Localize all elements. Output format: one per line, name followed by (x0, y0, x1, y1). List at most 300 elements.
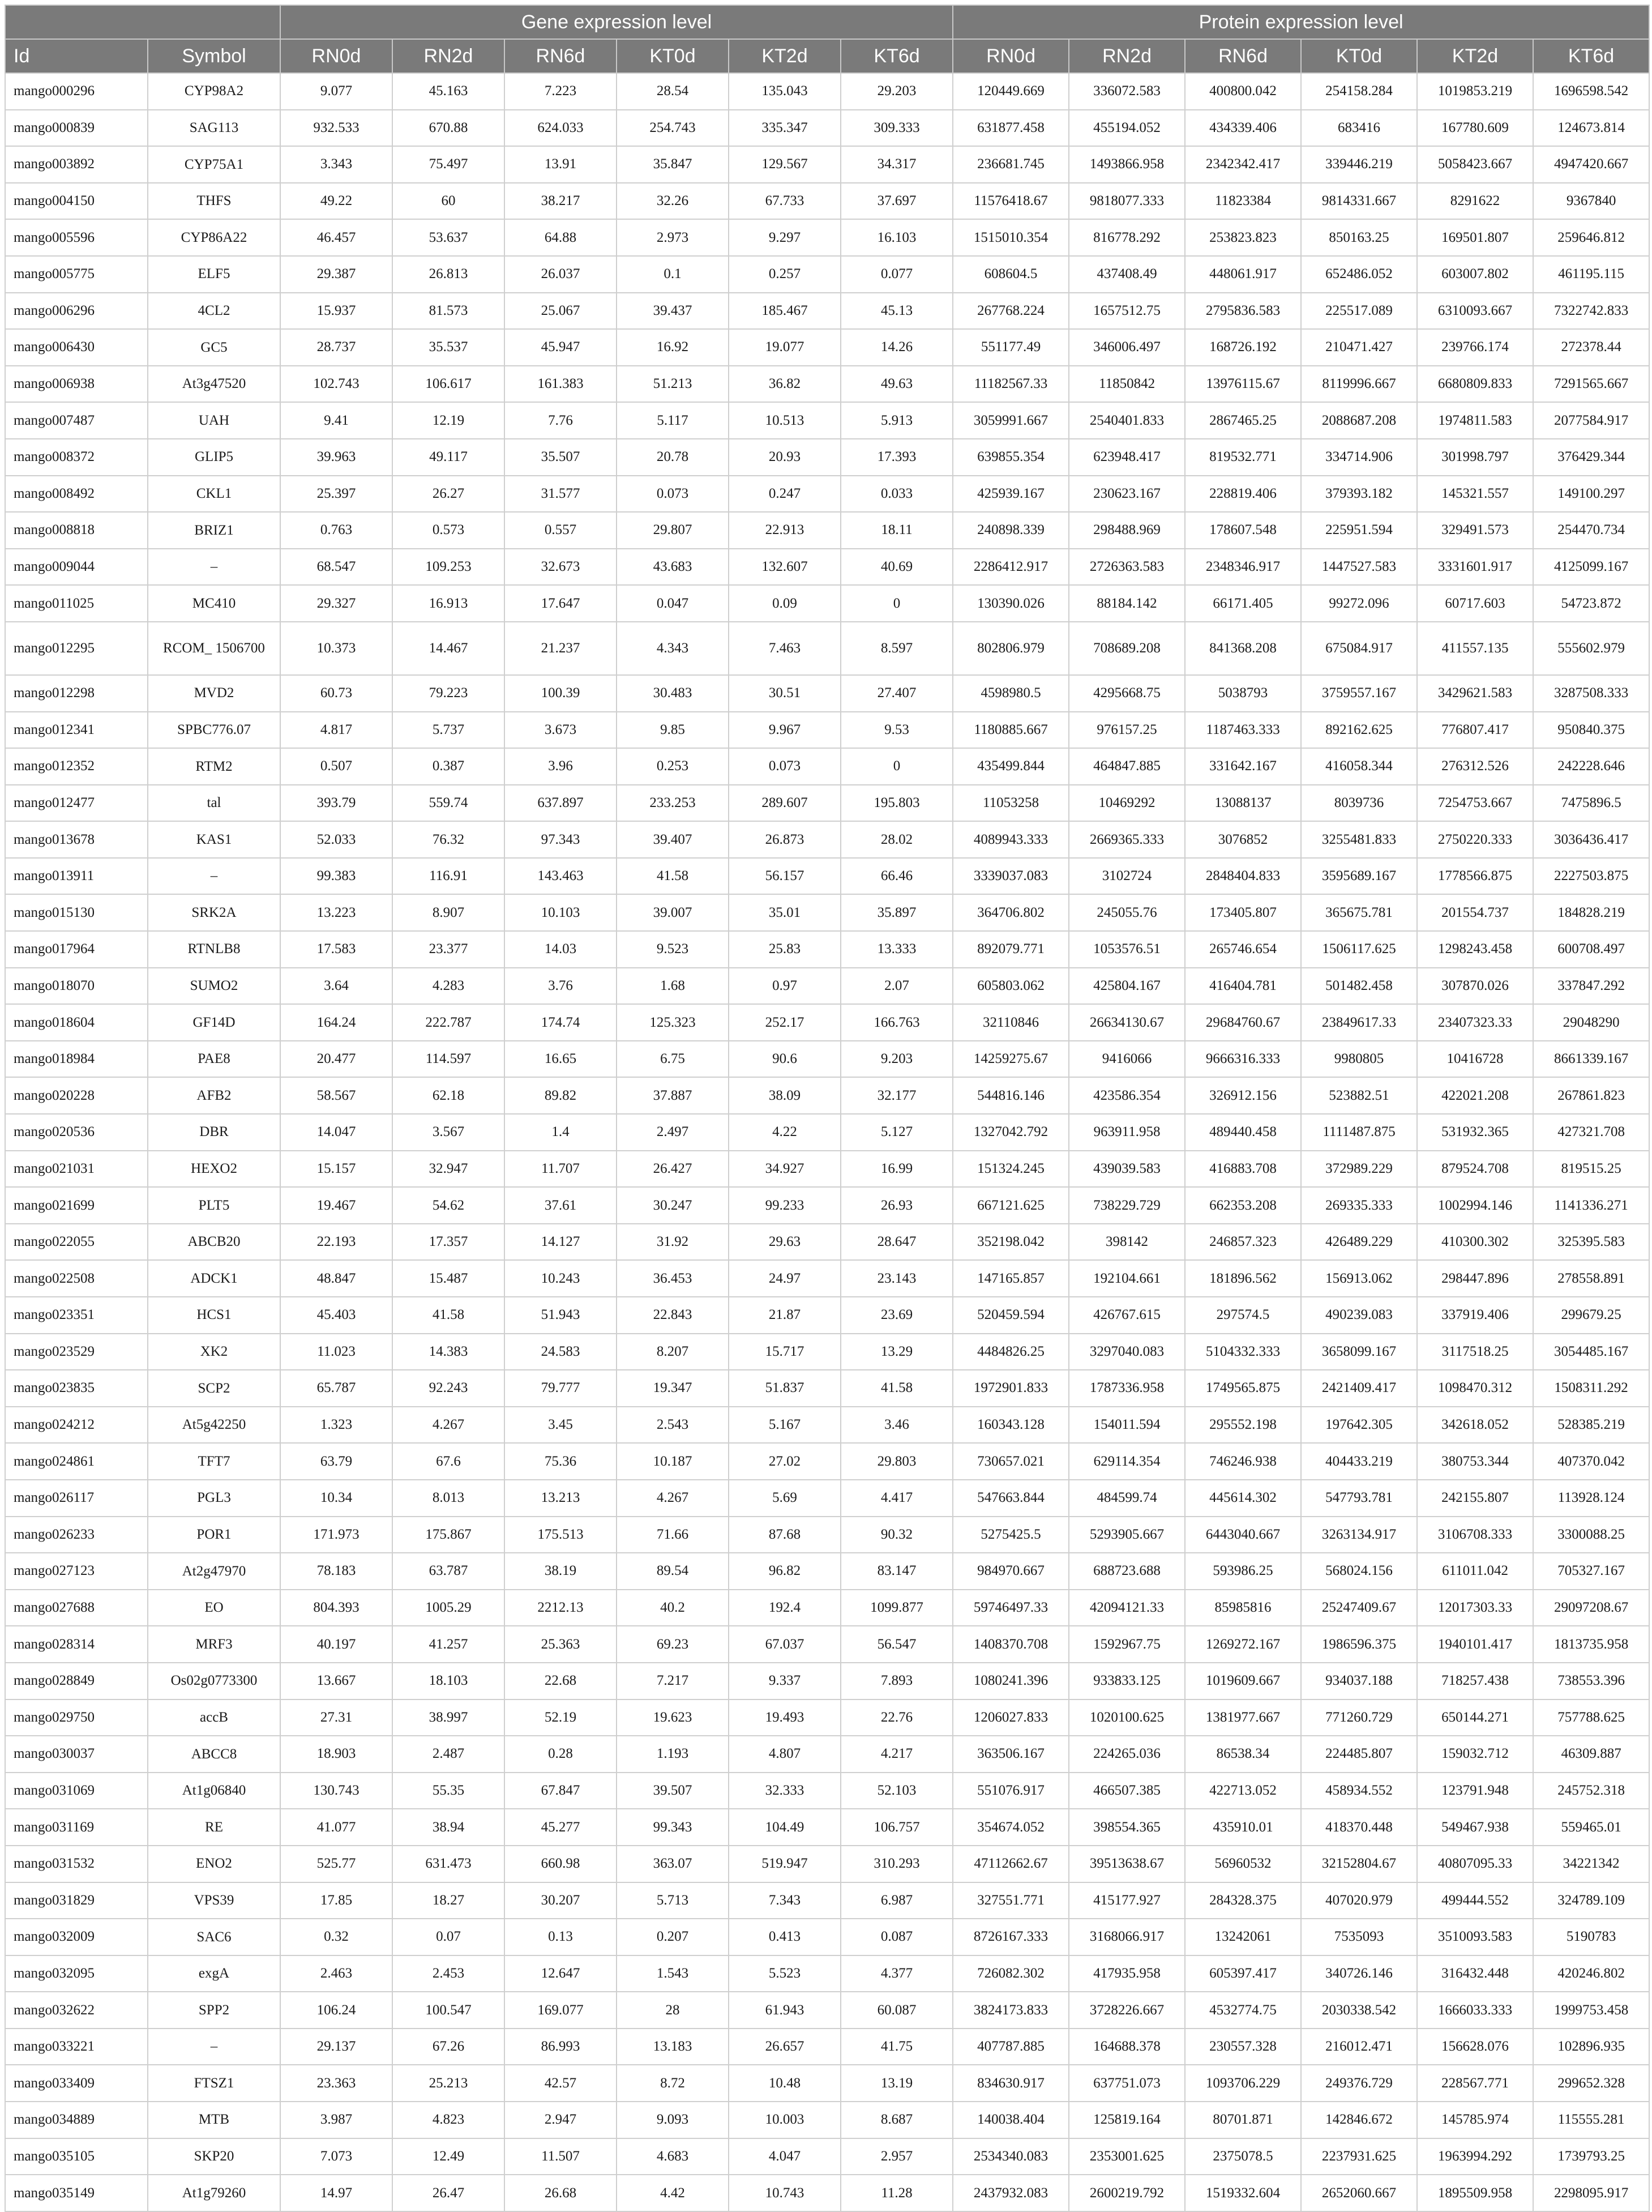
cell-gene-value: 29.807 (617, 512, 729, 549)
cell-gene-value: 17.85 (280, 1882, 392, 1919)
cell-protein-value: 466507.385 (1069, 1773, 1185, 1809)
cell-protein-value: 242228.646 (1533, 748, 1649, 785)
cell-gene-value: 192.4 (729, 1590, 841, 1626)
table-row (5, 329, 1649, 366)
cell-protein-value: 3429621.583 (1417, 675, 1533, 712)
cell-gene-value: 23.363 (280, 2065, 392, 2102)
cell-protein-value: 819532.771 (1185, 439, 1301, 476)
table-row (5, 1882, 1649, 1919)
cell-protein-value: 1696598.542 (1533, 73, 1649, 110)
cell-protein-value: 224485.807 (1301, 1736, 1417, 1773)
cell-gene-value: 7.76 (504, 402, 617, 439)
cell-gene-value: 16.92 (617, 329, 729, 366)
cell-symbol: CYP98A2 (148, 73, 280, 110)
cell-protein-value: 1787336.958 (1069, 1370, 1185, 1407)
cell-protein-value: 11576418.67 (953, 183, 1069, 220)
cell-protein-value: 1206027.833 (953, 1699, 1069, 1736)
cell-protein-value: 151324.245 (953, 1151, 1069, 1188)
cell-gene-value: 90.32 (841, 1517, 953, 1553)
cell-protein-value: 652486.052 (1301, 256, 1417, 293)
cell-gene-value: 8.72 (617, 2065, 729, 2102)
cell-gene-value: 51.213 (617, 366, 729, 403)
cell-gene-value: 14.467 (392, 622, 504, 675)
cell-id: mango012352 (5, 748, 148, 785)
cell-gene-value: 39.963 (280, 439, 392, 476)
cell-protein-value: 299679.25 (1533, 1297, 1649, 1334)
cell-protein-value: 1506117.625 (1301, 931, 1417, 968)
cell-protein-value: 688723.688 (1069, 1553, 1185, 1590)
cell-gene-value: 660.98 (504, 1846, 617, 1882)
cell-gene-value: 29.387 (280, 256, 392, 293)
cell-gene-value: 19.347 (617, 1370, 729, 1407)
cell-gene-value: 4.047 (729, 2138, 841, 2175)
cell-gene-value: 11.28 (841, 2175, 953, 2211)
cell-symbol: At3g47520 (148, 366, 280, 403)
cell-protein-value: 14259275.67 (953, 1041, 1069, 1078)
cell-protein-value: 60717.603 (1417, 585, 1533, 622)
cell-symbol: GLIP5 (148, 439, 280, 476)
cell-gene-value: 9.297 (729, 219, 841, 256)
cell-protein-value: 667121.625 (953, 1187, 1069, 1224)
cell-protein-value: 4125099.167 (1533, 549, 1649, 586)
column-header-id: Id (5, 39, 148, 73)
cell-protein-value: 2348346.917 (1185, 549, 1301, 586)
cell-protein-value: 225517.089 (1301, 293, 1417, 330)
table-row (5, 1517, 1649, 1553)
cell-protein-value: 9818077.333 (1069, 183, 1185, 220)
cell-gene-value: 169.077 (504, 1992, 617, 2029)
cell-id: mango018070 (5, 968, 148, 1005)
cell-protein-value: 242155.807 (1417, 1480, 1533, 1517)
column-header-kt0d: KT0d (617, 39, 729, 73)
cell-protein-value: 156913.062 (1301, 1260, 1417, 1297)
cell-gene-value: 24.97 (729, 1260, 841, 1297)
cell-gene-value: 38.997 (392, 1699, 504, 1736)
cell-gene-value: 7.073 (280, 2138, 392, 2175)
cell-symbol: SKP20 (148, 2138, 280, 2175)
cell-gene-value: 51.837 (729, 1370, 841, 1407)
cell-protein-value: 708689.208 (1069, 622, 1185, 675)
cell-gene-value: 90.6 (729, 1041, 841, 1078)
cell-symbol: accB (148, 1699, 280, 1736)
cell-protein-value: 3510093.583 (1417, 1919, 1533, 1955)
cell-protein-value: 3168066.917 (1069, 1919, 1185, 1955)
cell-protein-value: 3759557.167 (1301, 675, 1417, 712)
cell-gene-value: 28 (617, 1992, 729, 2029)
cell-protein-value: 410300.302 (1417, 1224, 1533, 1261)
cell-gene-value: 143.463 (504, 858, 617, 895)
cell-symbol: RE (148, 1809, 280, 1846)
cell-gene-value: 289.607 (729, 785, 841, 822)
cell-id: mango000839 (5, 110, 148, 147)
cell-gene-value: 100.39 (504, 675, 617, 712)
cell-gene-value: 4.377 (841, 1955, 953, 1992)
cell-id: mango032095 (5, 1955, 148, 1992)
cell-id: mango013911 (5, 858, 148, 895)
cell-gene-value: 15.487 (392, 1260, 504, 1297)
cell-protein-value: 147165.857 (953, 1260, 1069, 1297)
cell-gene-value: 13.19 (841, 2065, 953, 2102)
column-header-kt2d: KT2d (729, 39, 841, 73)
cell-gene-value: 14.26 (841, 329, 953, 366)
cell-protein-value: 298447.896 (1417, 1260, 1533, 1297)
table-row (5, 1187, 1649, 1224)
cell-gene-value: 0.13 (504, 1919, 617, 1955)
cell-symbol: RTM2 (148, 748, 280, 785)
cell-protein-value: 4532774.75 (1185, 1992, 1301, 2029)
cell-protein-value: 130390.026 (953, 585, 1069, 622)
cell-gene-value: 5.713 (617, 1882, 729, 1919)
cell-protein-value: 555602.979 (1533, 622, 1649, 675)
cell-symbol: MVD2 (148, 675, 280, 712)
cell-id: mango017964 (5, 931, 148, 968)
cell-gene-value: 26.68 (504, 2175, 617, 2211)
cell-protein-value: 159032.712 (1417, 1736, 1533, 1773)
cell-gene-value: 26.27 (392, 476, 504, 513)
cell-gene-value: 89.82 (504, 1077, 617, 1114)
cell-protein-value: 295552.198 (1185, 1407, 1301, 1444)
cell-gene-value: 1.68 (617, 968, 729, 1005)
cell-gene-value: 233.253 (617, 785, 729, 822)
cell-symbol: UAH (148, 402, 280, 439)
table-row (5, 2175, 1649, 2211)
cell-gene-value: 4.343 (617, 622, 729, 675)
cell-protein-value: 88184.142 (1069, 585, 1185, 622)
cell-gene-value: 41.58 (617, 858, 729, 895)
cell-gene-value: 26.873 (729, 821, 841, 858)
cell-protein-value: 435910.01 (1185, 1809, 1301, 1846)
cell-id: mango008818 (5, 512, 148, 549)
cell-protein-value: 23407323.33 (1417, 1004, 1533, 1041)
cell-gene-value: 12.647 (504, 1955, 617, 1992)
cell-symbol: ENO2 (148, 1846, 280, 1882)
cell-gene-value: 60.087 (841, 1992, 953, 2029)
cell-gene-value: 41.58 (841, 1370, 953, 1407)
cell-protein-value: 352198.042 (953, 1224, 1069, 1261)
cell-protein-value: 531932.365 (1417, 1114, 1533, 1151)
cell-protein-value: 8119996.667 (1301, 366, 1417, 403)
table-row (5, 1480, 1649, 1517)
cell-id: mango033409 (5, 2065, 148, 2102)
cell-protein-value: 2848404.833 (1185, 858, 1301, 895)
cell-gene-value: 9.077 (280, 73, 392, 110)
cell-protein-value: 25247409.67 (1301, 1590, 1417, 1626)
cell-id: mango023529 (5, 1334, 148, 1370)
cell-protein-value: 639855.354 (953, 439, 1069, 476)
cell-gene-value: 519.947 (729, 1846, 841, 1882)
cell-protein-value: 337919.406 (1417, 1297, 1533, 1334)
cell-protein-value: 331642.167 (1185, 748, 1301, 785)
cell-gene-value: 109.253 (392, 549, 504, 586)
cell-protein-value: 102896.935 (1533, 2029, 1649, 2065)
cell-gene-value: 2.07 (841, 968, 953, 1005)
cell-gene-value: 19.077 (729, 329, 841, 366)
column-header-kt6d: KT6d (841, 39, 953, 73)
cell-symbol: AFB2 (148, 1077, 280, 1114)
cell-id: mango006938 (5, 366, 148, 403)
cell-gene-value: 27.31 (280, 1699, 392, 1736)
table-row (5, 931, 1649, 968)
cell-protein-value: 416058.344 (1301, 748, 1417, 785)
cell-protein-value: 124673.814 (1533, 110, 1649, 147)
cell-protein-value: 13976115.67 (1185, 366, 1301, 403)
cell-protein-value: 5293905.667 (1069, 1517, 1185, 1553)
cell-protein-value: 1778566.875 (1417, 858, 1533, 895)
cell-gene-value: 14.127 (504, 1224, 617, 1261)
cell-gene-value: 99.233 (729, 1187, 841, 1224)
cell-gene-value: 13.223 (280, 894, 392, 931)
cell-protein-value: 365675.781 (1301, 894, 1417, 931)
cell-protein-value: 3255481.833 (1301, 821, 1417, 858)
cell-protein-value: 746246.938 (1185, 1443, 1301, 1480)
cell-gene-value: 68.547 (280, 549, 392, 586)
cell-gene-value: 0.257 (729, 256, 841, 293)
cell-id: mango026233 (5, 1517, 148, 1553)
cell-protein-value: 738229.729 (1069, 1187, 1185, 1224)
cell-gene-value: 2.463 (280, 1955, 392, 1992)
cell-protein-value: 3287508.333 (1533, 675, 1649, 712)
cell-gene-value: 92.243 (392, 1370, 504, 1407)
cell-gene-value: 25.363 (504, 1626, 617, 1663)
cell-gene-value: 3.96 (504, 748, 617, 785)
cell-gene-value: 335.347 (729, 110, 841, 147)
cell-gene-value: 5.737 (392, 712, 504, 749)
cell-protein-value: 123791.948 (1417, 1773, 1533, 1809)
cell-gene-value: 363.07 (617, 1846, 729, 1882)
cell-protein-value: 5275425.5 (953, 1517, 1069, 1553)
cell-protein-value: 423586.354 (1069, 1077, 1185, 1114)
cell-gene-value: 0.97 (729, 968, 841, 1005)
cell-protein-value: 9367840 (1533, 183, 1649, 220)
cell-protein-value: 12017303.33 (1417, 1590, 1533, 1626)
cell-gene-value: 56.547 (841, 1626, 953, 1663)
cell-protein-value: 439039.583 (1069, 1151, 1185, 1188)
cell-protein-value: 42094121.33 (1069, 1590, 1185, 1626)
table-row (5, 183, 1649, 220)
cell-protein-value: 549467.938 (1417, 1809, 1533, 1846)
cell-gene-value: 637.897 (504, 785, 617, 822)
cell-protein-value: 145785.974 (1417, 2102, 1533, 2138)
cell-protein-value: 278558.891 (1533, 1260, 1649, 1297)
cell-protein-value: 850163.25 (1301, 219, 1417, 256)
cell-gene-value: 26.427 (617, 1151, 729, 1188)
cell-gene-value: 11.507 (504, 2138, 617, 2175)
cell-gene-value: 1.193 (617, 1736, 729, 1773)
cell-gene-value: 0.087 (841, 1919, 953, 1955)
cell-protein-value: 228819.406 (1185, 476, 1301, 513)
cell-gene-value: 14.383 (392, 1334, 504, 1370)
cell-protein-value: 327551.771 (953, 1882, 1069, 1919)
cell-protein-value: 337847.292 (1533, 968, 1649, 1005)
cell-gene-value: 51.943 (504, 1297, 617, 1334)
cell-protein-value: 425804.167 (1069, 968, 1185, 1005)
cell-gene-value: 10.003 (729, 2102, 841, 2138)
cell-protein-value: 1111487.875 (1301, 1114, 1417, 1151)
table-row (5, 1077, 1649, 1114)
cell-gene-value: 25.83 (729, 931, 841, 968)
cell-protein-value: 7291565.667 (1533, 366, 1649, 403)
cell-symbol: SUMO2 (148, 968, 280, 1005)
cell-protein-value: 265746.654 (1185, 931, 1301, 968)
cell-symbol: PGL3 (148, 1480, 280, 1517)
table-row (5, 219, 1649, 256)
cell-id: mango032009 (5, 1919, 148, 1955)
cell-protein-value: 600708.497 (1533, 931, 1649, 968)
cell-gene-value: 37.697 (841, 183, 953, 220)
cell-protein-value: 623948.417 (1069, 439, 1185, 476)
cell-id: mango031069 (5, 1773, 148, 1809)
cell-gene-value: 114.597 (392, 1041, 504, 1078)
table-row (5, 1114, 1649, 1151)
cell-gene-value: 76.32 (392, 821, 504, 858)
cell-protein-value: 1813735.958 (1533, 1626, 1649, 1663)
cell-gene-value: 4.807 (729, 1736, 841, 1773)
cell-protein-value: 380753.344 (1417, 1443, 1533, 1480)
cell-protein-value: 650144.271 (1417, 1699, 1533, 1736)
cell-protein-value: 3658099.167 (1301, 1334, 1417, 1370)
cell-protein-value: 8726167.333 (953, 1919, 1069, 1955)
cell-id: mango012341 (5, 712, 148, 749)
cell-protein-value: 2669365.333 (1069, 821, 1185, 858)
cell-gene-value: 8.013 (392, 1480, 504, 1517)
cell-gene-value: 4.267 (617, 1480, 729, 1517)
cell-symbol: PAE8 (148, 1041, 280, 1078)
table-row (5, 1626, 1649, 1663)
cell-protein-value: 10469292 (1069, 785, 1185, 822)
cell-protein-value: 3059991.667 (953, 402, 1069, 439)
cell-gene-value: 0 (841, 748, 953, 785)
cell-gene-value: 25.213 (392, 2065, 504, 2102)
cell-protein-value: 372989.229 (1301, 1151, 1417, 1188)
column-header-kt0d: KT0d (1301, 39, 1417, 73)
cell-protein-value: 1739793.25 (1533, 2138, 1649, 2175)
cell-id: mango023351 (5, 1297, 148, 1334)
cell-protein-value: 2600219.792 (1069, 2175, 1185, 2211)
cell-protein-value: 1749565.875 (1185, 1370, 1301, 1407)
cell-gene-value: 16.913 (392, 585, 504, 622)
cell-protein-value: 1519332.604 (1185, 2175, 1301, 2211)
cell-protein-value: 834630.917 (953, 2065, 1069, 2102)
cell-gene-value: 3.673 (504, 712, 617, 749)
cell-gene-value: 22.68 (504, 1663, 617, 1699)
cell-gene-value: 27.407 (841, 675, 953, 712)
cell-gene-value: 3.64 (280, 968, 392, 1005)
table-row (5, 821, 1649, 858)
cell-protein-value: 184828.219 (1533, 894, 1649, 931)
cell-protein-value: 416883.708 (1185, 1151, 1301, 1188)
cell-gene-value: 104.49 (729, 1809, 841, 1846)
cell-gene-value: 38.217 (504, 183, 617, 220)
cell-gene-value: 932.533 (280, 110, 392, 147)
cell-protein-value: 934037.188 (1301, 1663, 1417, 1699)
table-row (5, 858, 1649, 895)
table-row (5, 1151, 1649, 1188)
table-body (5, 73, 1649, 2211)
cell-id: mango020536 (5, 1114, 148, 1151)
cell-protein-value: 160343.128 (953, 1407, 1069, 1444)
table-row (5, 1297, 1649, 1334)
cell-protein-value: 4947420.667 (1533, 146, 1649, 183)
cell-gene-value: 125.323 (617, 1004, 729, 1041)
cell-gene-value: 252.17 (729, 1004, 841, 1041)
cell-protein-value: 398554.365 (1069, 1809, 1185, 1846)
cell-gene-value: 23.377 (392, 931, 504, 968)
cell-gene-value: 22.913 (729, 512, 841, 549)
cell-protein-value: 142846.672 (1301, 2102, 1417, 2138)
cell-protein-value: 245055.76 (1069, 894, 1185, 931)
cell-protein-value: 422713.052 (1185, 1773, 1301, 1809)
cell-protein-value: 325395.583 (1533, 1224, 1649, 1261)
cell-protein-value: 637751.073 (1069, 2065, 1185, 2102)
cell-gene-value: 49.117 (392, 439, 504, 476)
cell-protein-value: 224265.036 (1069, 1736, 1185, 1773)
cell-protein-value: 140038.404 (953, 2102, 1069, 2138)
cell-gene-value: 185.467 (729, 293, 841, 330)
cell-id: mango003892 (5, 146, 148, 183)
cell-id: mango005775 (5, 256, 148, 293)
cell-protein-value: 718257.438 (1417, 1663, 1533, 1699)
cell-gene-value: 0.507 (280, 748, 392, 785)
cell-id: mango026117 (5, 1480, 148, 1517)
cell-gene-value: 0.413 (729, 1919, 841, 1955)
group-header-gene: Gene expression level (280, 5, 953, 39)
cell-gene-value: 32.333 (729, 1773, 841, 1809)
cell-gene-value: 1.543 (617, 1955, 729, 1992)
cell-gene-value: 15.937 (280, 293, 392, 330)
cell-gene-value: 3.987 (280, 2102, 392, 2138)
cell-symbol: CKL1 (148, 476, 280, 513)
cell-protein-value: 1093706.229 (1185, 2065, 1301, 2102)
column-header-rn6d: RN6d (1185, 39, 1301, 73)
cell-protein-value: 230557.328 (1185, 2029, 1301, 2065)
cell-protein-value: 3824173.833 (953, 1992, 1069, 2029)
cell-symbol: Os02g0773300 (148, 1663, 280, 1699)
cell-protein-value: 228567.771 (1417, 2065, 1533, 2102)
cell-protein-value: 3036436.417 (1533, 821, 1649, 858)
cell-protein-value: 976157.25 (1069, 712, 1185, 749)
cell-protein-value: 11053258 (953, 785, 1069, 822)
cell-id: mango006296 (5, 293, 148, 330)
cell-gene-value: 7.217 (617, 1663, 729, 1699)
cell-id: mango031169 (5, 1809, 148, 1846)
cell-gene-value: 0.763 (280, 512, 392, 549)
cell-gene-value: 19.467 (280, 1187, 392, 1224)
cell-protein-value: 8661339.167 (1533, 1041, 1649, 1078)
cell-protein-value: 4295668.75 (1069, 675, 1185, 712)
cell-gene-value: 19.493 (729, 1699, 841, 1736)
group-header-row (5, 5, 1649, 39)
cell-gene-value: 67.6 (392, 1443, 504, 1480)
cell-protein-value: 239766.174 (1417, 329, 1533, 366)
cell-id: mango034889 (5, 2102, 148, 2138)
cell-protein-value: 2867465.25 (1185, 402, 1301, 439)
cell-protein-value: 426489.229 (1301, 1224, 1417, 1261)
cell-gene-value: 13.213 (504, 1480, 617, 1517)
cell-protein-value: 1940101.417 (1417, 1626, 1533, 1663)
cell-protein-value: 197642.305 (1301, 1407, 1417, 1444)
cell-protein-value: 593986.25 (1185, 1553, 1301, 1590)
cell-gene-value: 32.673 (504, 549, 617, 586)
cell-protein-value: 201554.737 (1417, 894, 1533, 931)
cell-symbol: ABCB20 (148, 1224, 280, 1261)
table-row (5, 1004, 1649, 1041)
cell-protein-value: 34221342 (1533, 1846, 1649, 1882)
cell-gene-value: 4.683 (617, 2138, 729, 2175)
cell-symbol: ELF5 (148, 256, 280, 293)
cell-protein-value: 776807.417 (1417, 712, 1533, 749)
cell-protein-value: 1298243.458 (1417, 931, 1533, 968)
cell-gene-value: 30.207 (504, 1882, 617, 1919)
